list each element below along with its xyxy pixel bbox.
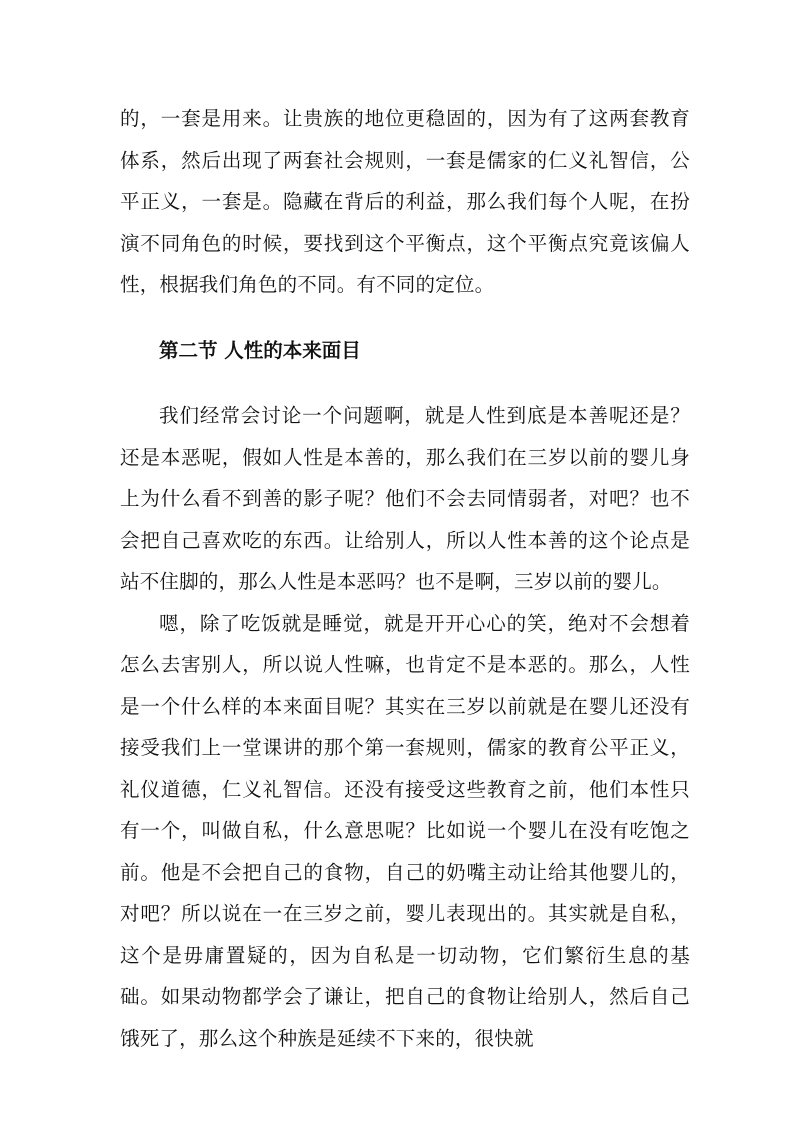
paragraph-selfishness: 嗯，除了吃饭就是睡觉，就是开开心心的笑，绝对不会想着怎么去害别人，所以说人性嘛，也肯定不是本恶的。那么，人性是一个什么样的本来面目呢？其实在三岁以前就是在婴儿还没有接受我们上一堂课讲的那个第一套规则，儒家的教育公平正义，礼仪道德，仁义礼智信。还没有接受这些教育之前，他们本性只有一个，叫做自私，什么意思呢？比如说一个婴儿在没有吃饱之前。他是不会把自己的食物，自己的奶嘴主动让给其他婴儿的，对吧？所以说在一在三岁之前，婴儿表现出的。其实就是自私，这个是毋庸置疑的，因为自私是一切动物，它们繁衍生息的基础。如果动物都学会了谦让，把自己的食物让给别人，然后自己饿死了，那么这个种族是延续不下来的，很快就 <box>120 611 690 1050</box>
paragraph-continuation: 的，一套是用来。让贵族的地位更稳固的，因为有了这两套教育体系，然后出现了两套社会规则，一套是儒家的仁义礼智信，公平正义，一套是。隐藏在背后的利益，那么我们每个人呢，在扮演不同角色的时候，要找到这个平衡点，这个平衡点究竟该偏人性，根据我们角色的不同。有不同的定位。 <box>120 107 690 296</box>
section-heading: 第二节 人性的本来面目 <box>159 338 361 362</box>
paragraph-human-nature-question: 我们经常会讨论一个问题啊，就是人性到底是本善呢还是？还是本恶呢，假如人性是本善的，那么我们在三岁以前的婴儿身上为什么看不到善的影子呢？他们不会去同情弱者，对吧？也不会把自己喜欢吃的东西。让给别人，所以人性本善的这个论点是站不住脚的，那么人性是本恶吗？也不是啊，三岁以前的婴儿。 <box>120 404 690 593</box>
document-body <box>120 98 690 1059</box>
